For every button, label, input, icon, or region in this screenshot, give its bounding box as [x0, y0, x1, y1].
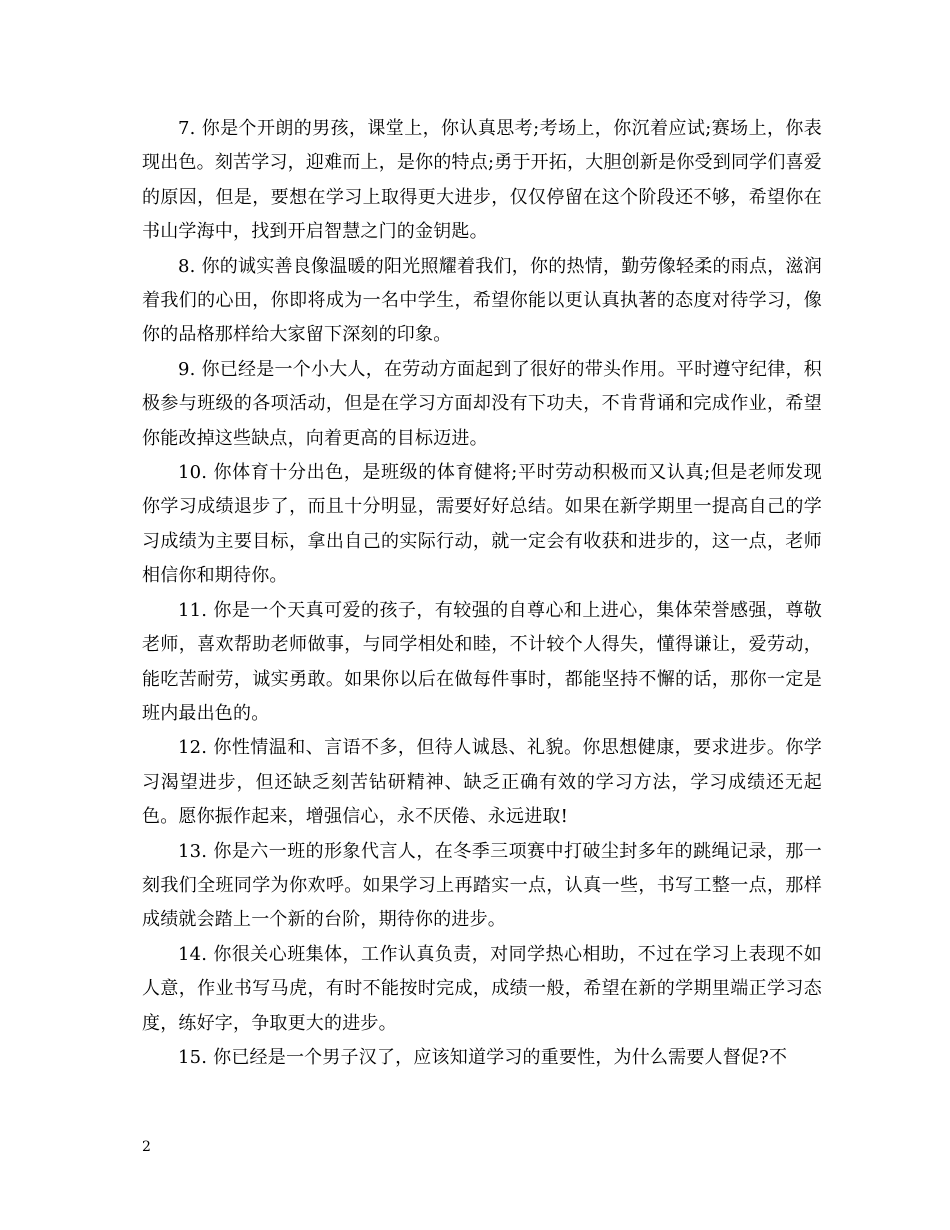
- paragraph-comment-14: 14. 你很关心班集体，工作认真负责，对同学热心相助，不过在学习上表现不如人意，作业书写马虎，有时不能按时完成，成绩一般，希望在新的学期里端正学习态度，练好字，争取更大的进步。: [142, 943, 822, 1034]
- paragraph-comment-15: 15. 你已经是一个男子汉了，应该知道学习的重要性，为什么需要人督促?不: [178, 1046, 788, 1068]
- paragraph-comment-10: 10. 你体育十分出色，是班级的体育健将;平时劳动积极而又认真;但是老师发现你学习成绩退步了，而且十分明显，需要好好总结。如果在新学期里一提高自己的学习成绩为主要目标，拿出自己的实际行动，就一定会有收获和进步的，这一点，老师相信你和期待你。: [142, 462, 822, 587]
- paragraph-comment-9: 9. 你已经是一个小大人，在劳动方面起到了很好的带头作用。平时遵守纪律，积极参与班级的各项活动，但是在学习方面却没有下功夫，不肯背诵和完成作业，希望你能改掉这些缺点，向着更高的目标迈进。: [142, 358, 822, 449]
- paragraph-comment-11: 11. 你是一个天真可爱的孩子，有较强的自尊心和上进心，集体荣誉感强，尊敬老师，喜欢帮助老师做事，与同学相处和睦，不计较个人得失，懂得谦让，爱劳动，能吃苦耐劳，诚实勇敢。如果你以后在做每件事时，都能坚持不懈的话，那你一定是班内最出色的。: [142, 599, 822, 724]
- document-body: [142, 112, 822, 1075]
- paragraph-comment-7: 7. 你是个开朗的男孩，课堂上，你认真思考;考场上，你沉着应试;赛场上，你表现出色。刻苦学习，迎难而上，是你的特点;勇于开拓，大胆创新是你受到同学们喜爱的原因，但是，要想在学习上取得更大进步，仅仅停留在这个阶段还不够，希望你在书山学海中，找到开启智慧之门的金钥匙。: [142, 118, 822, 243]
- page-number: 2: [142, 1139, 151, 1155]
- paragraph-comment-13: 13. 你是六一班的形象代言人，在冬季三项赛中打破尘封多年的跳绳记录，那一刻我们全班同学为你欢呼。如果学习上再踏实一点，认真一些，书写工整一点，那样成绩就会踏上一个新的台阶，期待你的进步。: [142, 840, 822, 931]
- paragraph-comment-12: 12. 你性情温和、言语不多，但待人诚恳、礼貌。你思想健康，要求进步。你学习渴望进步，但还缺乏刻苦钻研精神、缺乏正确有效的学习方法，学习成绩还无起色。愿你振作起来，增强信心，永不厌倦、永远进取!: [142, 737, 822, 828]
- paragraph-comment-8: 8. 你的诚实善良像温暖的阳光照耀着我们，你的热情，勤劳像轻柔的雨点，滋润着我们的心田，你即将成为一名中学生，希望你能以更认真执著的态度对待学习，像你的品格那样给大家留下深刻的印象。: [142, 255, 822, 346]
